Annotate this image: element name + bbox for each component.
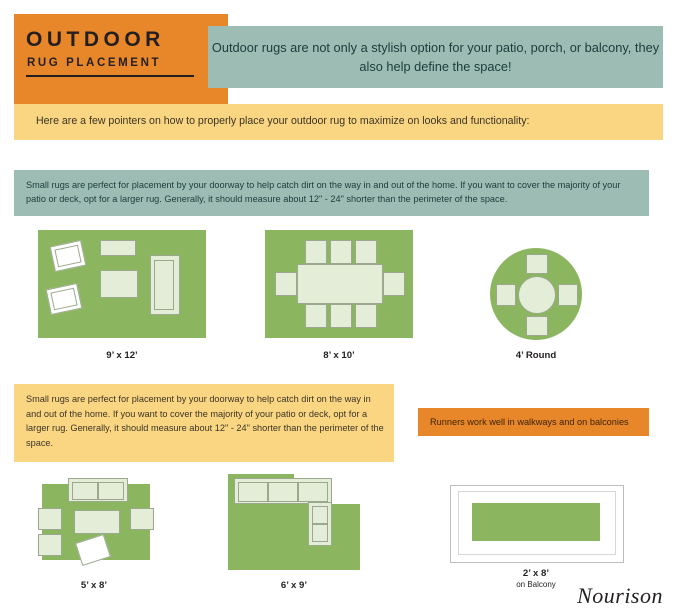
furniture-dining-chair xyxy=(330,304,352,328)
furniture-dining-chair xyxy=(355,304,377,328)
diagram-caption-sub: on Balcony xyxy=(516,580,556,589)
furniture-coffee-table xyxy=(74,510,120,534)
furniture-sofa-cushion xyxy=(312,524,328,542)
diagram-9x12 xyxy=(38,230,206,338)
runners-info-bar xyxy=(418,408,649,436)
diagram-8x10 xyxy=(265,230,413,338)
pointers-banner xyxy=(14,104,663,140)
doorway-info-text: Small rugs are perfect for placement by your doorway to help catch dirt on the way in and out of the home. If you want to cover the majority of your patio or deck, opt for a larger rug. Generally, it should measure about 12" - 24" shorter than the perimeter of the space. xyxy=(26,394,384,449)
diagram-6x9 xyxy=(228,474,360,570)
page-subtitle: RUG PLACEMENT xyxy=(27,57,162,69)
furniture-sofa-cushion xyxy=(312,506,328,524)
furniture-dining-chair xyxy=(275,272,297,296)
intro-banner xyxy=(208,26,663,88)
title-divider xyxy=(26,75,194,77)
diagram-caption: 8’ x 10’ xyxy=(323,350,355,361)
diagram-caption: 6’ x 9’ xyxy=(280,580,308,591)
furniture-round-table xyxy=(518,276,556,314)
furniture-dining-chair xyxy=(526,316,548,336)
page-title: OUTDOOR xyxy=(26,28,165,51)
furniture-dining-chair xyxy=(305,240,327,264)
furniture-dining-chair xyxy=(558,284,578,306)
furniture-dining-chair xyxy=(526,254,548,274)
rug-shape xyxy=(472,503,600,541)
diagram-5x8 xyxy=(30,478,158,570)
furniture-sofa-cushion xyxy=(72,482,98,500)
furniture-coffee-table xyxy=(100,270,138,298)
diagram-4-round xyxy=(490,248,582,340)
furniture-sofa-cushion xyxy=(298,482,328,502)
pointers-banner-text: Here are a few pointers on how to properly place your outdoor rug to maximize on looks and functionality: xyxy=(36,115,530,127)
doorway-info-bar xyxy=(14,384,394,462)
diagram-caption: 5’ x 8’ xyxy=(80,580,108,591)
furniture-dining-chair xyxy=(305,304,327,328)
furniture-dining-chair xyxy=(355,240,377,264)
furniture-dining-chair xyxy=(383,272,405,296)
diagram-caption: 2’ x 8’ xyxy=(522,568,550,579)
furniture-dining-chair xyxy=(496,284,516,306)
runners-info-text: Runners work well in walkways and on balconies xyxy=(430,417,629,427)
furniture-dining-table xyxy=(297,264,383,304)
rug-shape xyxy=(228,504,360,570)
furniture-side-table xyxy=(100,240,136,256)
furniture-dining-chair xyxy=(330,240,352,264)
furniture-sofa-cushion xyxy=(98,482,124,500)
furniture-sofa-cushion xyxy=(268,482,298,502)
furniture-sofa-cushion xyxy=(238,482,268,502)
furniture-sofa-cushion xyxy=(154,260,174,310)
furniture-chair xyxy=(38,508,62,530)
diagram-caption: 4’ Round xyxy=(515,350,557,361)
diagram-2x8-balcony xyxy=(450,485,622,561)
small-rugs-info-text: Small rugs are perfect for placement by your doorway to help catch dirt on the way in and out of the home. If you want to cover the majority of your patio or deck, opt for a larger rug. Generally, it should measure about 12" - 24" shorter than the perimeter of the space. xyxy=(26,180,621,205)
brand-logo: Nourison xyxy=(577,583,663,608)
furniture-chair xyxy=(130,508,154,530)
intro-banner-text: Outdoor rugs are not only a stylish option for your patio, porch, or balcony, they also help define the space! xyxy=(211,40,660,74)
diagram-caption: 9’ x 12’ xyxy=(106,350,138,361)
small-rugs-info-bar xyxy=(14,170,649,216)
furniture-chair xyxy=(38,534,62,556)
